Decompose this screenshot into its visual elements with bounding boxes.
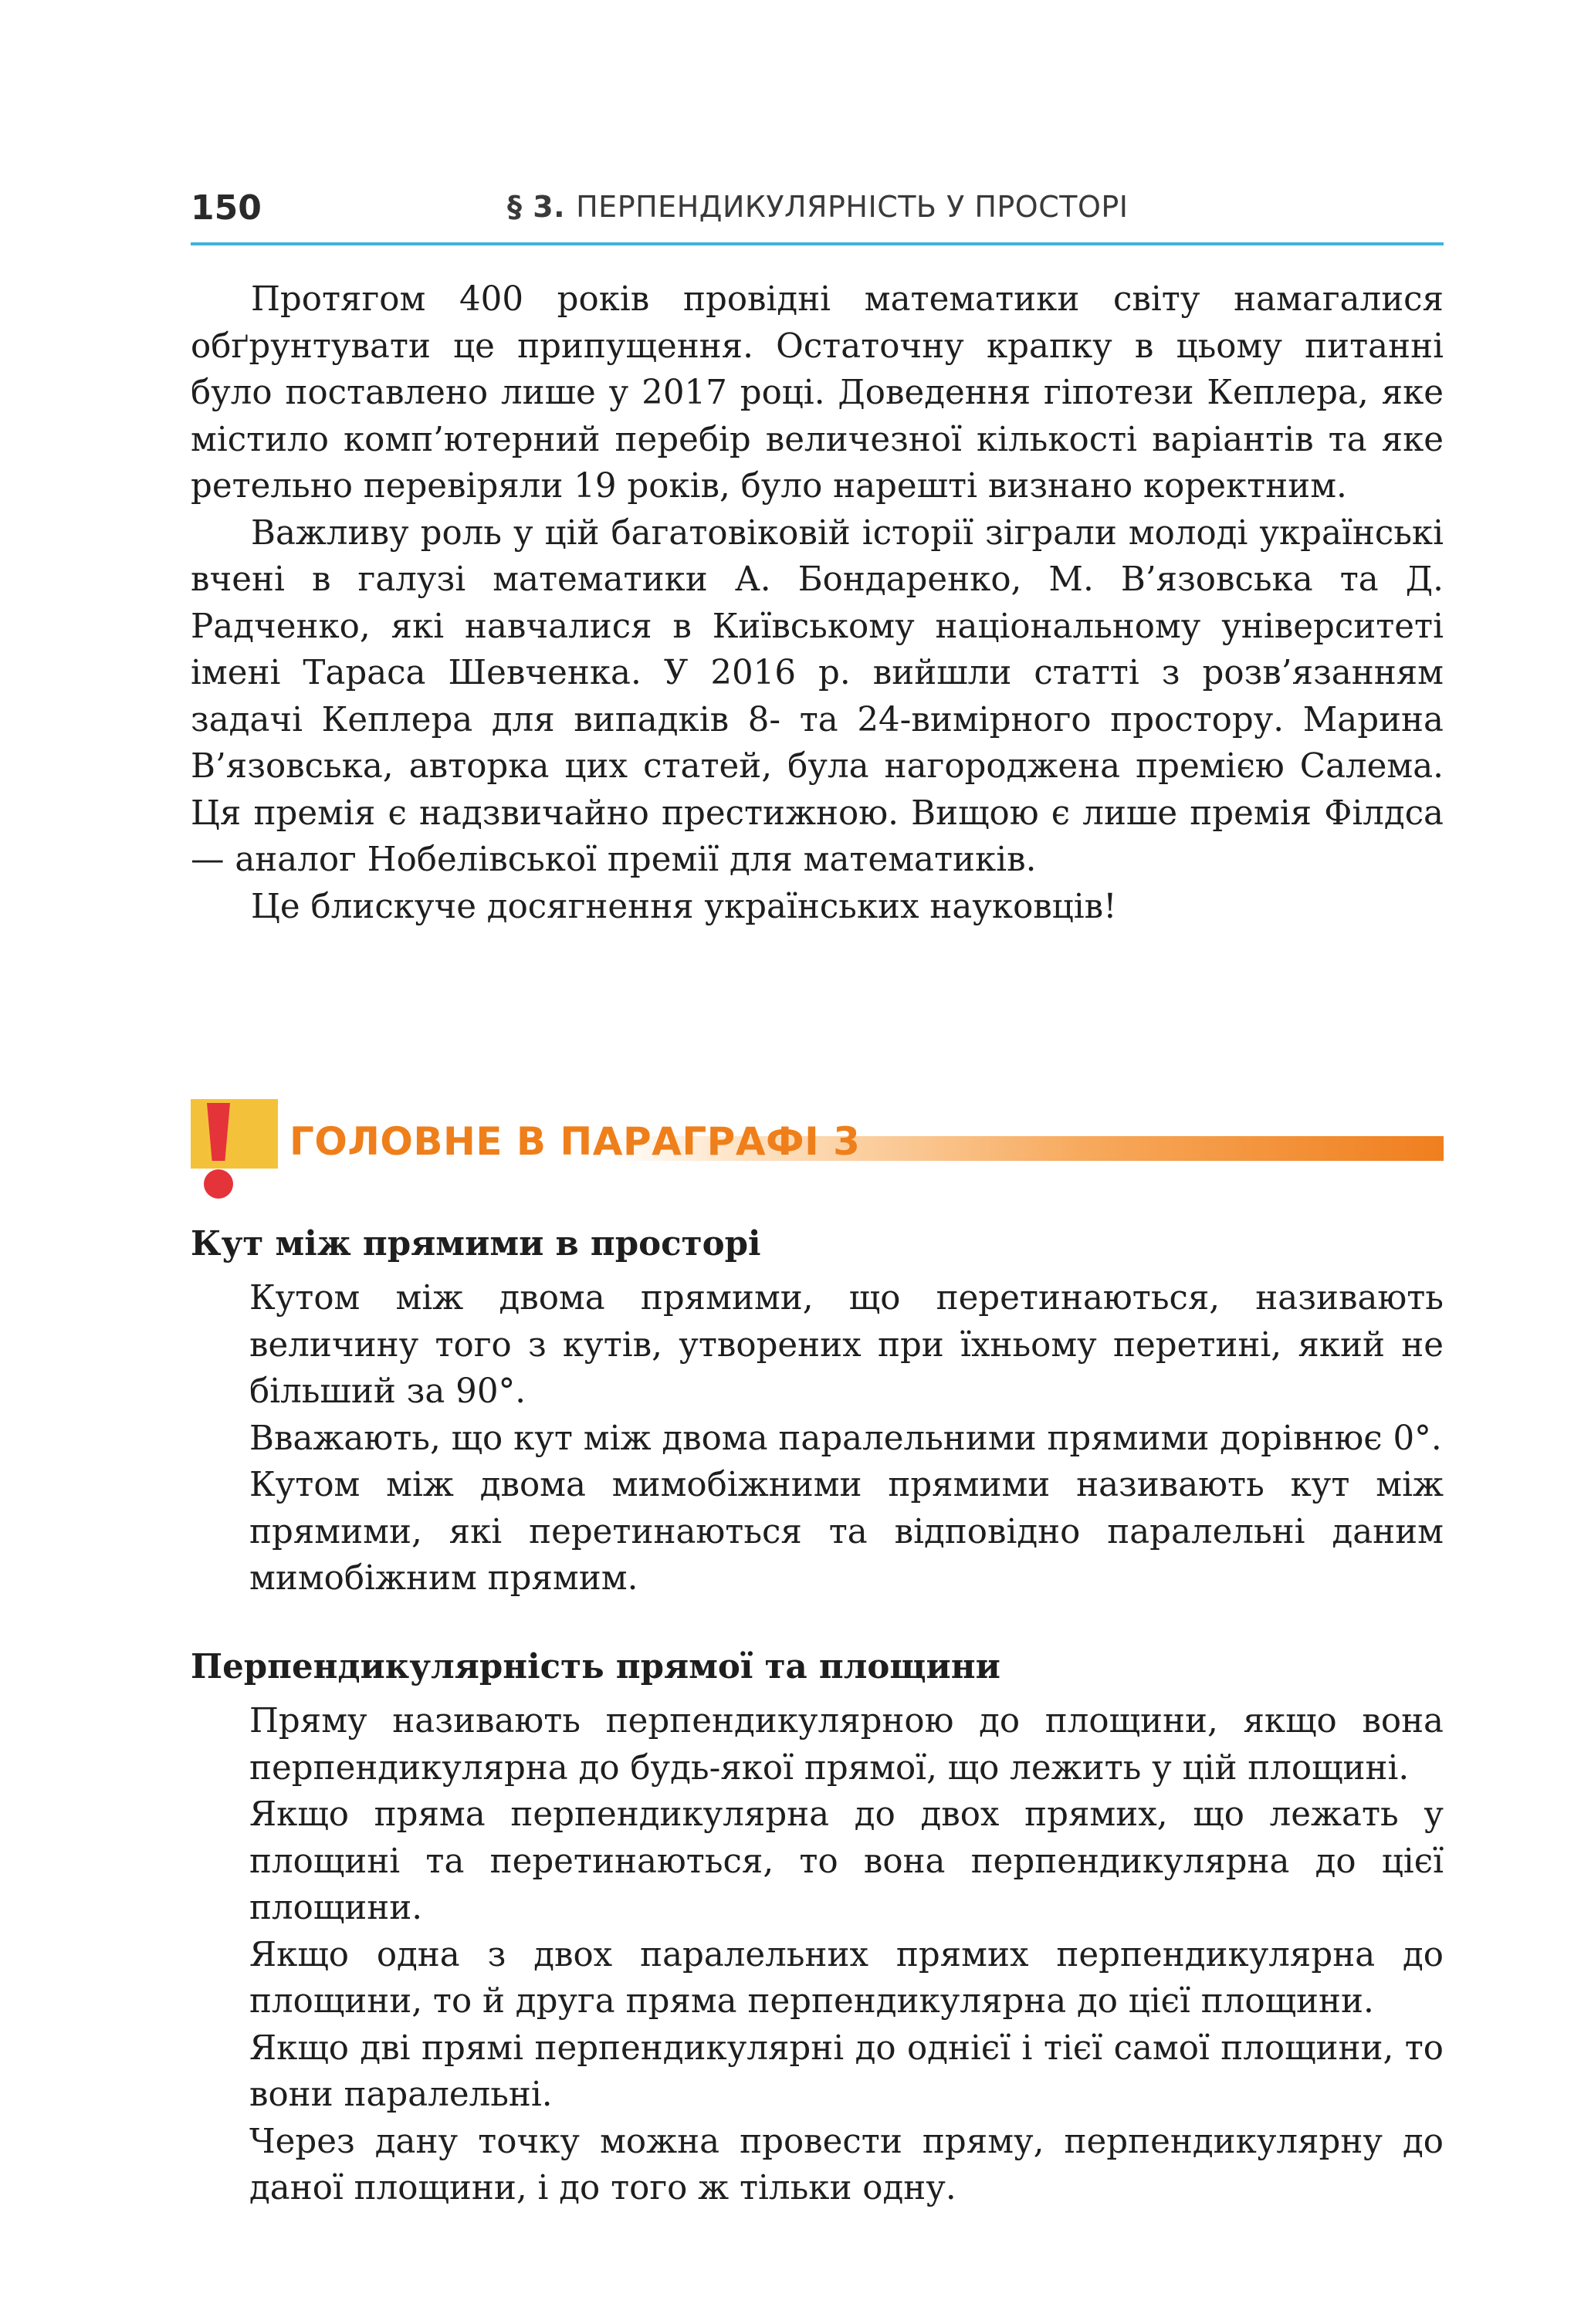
- statement: Пряму називають перпендикулярною до площини, якщо вона перпендикулярна до будь-якої прямої, що лежить у цій площині.: [249, 1702, 1444, 1788]
- paragraph: Це блискуче досягнення українських науковців!: [251, 887, 1117, 926]
- running-header: [191, 184, 1444, 245]
- statement: Якщо пряма перпендикулярна до двох прямих, що лежать у площині та перетинаються, то вона перпендикулярна до цієї площини.: [249, 1795, 1444, 1927]
- banner-square: [191, 1099, 278, 1169]
- statement: Якщо одна з двох паралельних прямих перпендикулярна до площини, то й друга пряма перпендикулярна до цієї площини.: [249, 1935, 1444, 2021]
- statement: Кутом між двома мимобіжними прямими називають кут між прямими, які перетинаються та відповідно паралельні даним мимобіжним прямим.: [249, 1466, 1444, 1598]
- subsection-body: [249, 1275, 1444, 1602]
- section-label: § 3.: [507, 190, 566, 224]
- subsection-heading: Перпендикулярність прямої та площини: [191, 1647, 1000, 1686]
- subsection-heading: Кут між прямими в просторі: [191, 1224, 761, 1263]
- paragraph: Протягом 400 років провідні математики світу намагалися обґрунтувати це припущення. Остаточну крапку в цьому питанні було поставлено лише у 2017 році. Доведення гіпотези Кеплера, яке містило комп’ютерний перебір величезної кількості варіантів та яке ретельно перевіряли 19 років, було нарешті визнано коректним.: [191, 280, 1444, 506]
- paragraph: Важливу роль у цій багатовіковій історії зіграли молоді українські вчені в галузі математики А. Бондаренко, М. В’язовська та Д. Радченко, які навчалися в Київському національному університеті імені Тараса Шевченка. У 2016 р. вийшли статті з розв’язанням задачі Кеплера для випадків 8- та 24-вимірного простору. Марина В’язовська, авторка цих статей, була нагороджена премією Салема. Ця премія є надзвичайно престижною. Вищою є лише премія Філдса — аналог Нобелівської премії для математиків.: [191, 513, 1444, 879]
- statement: Якщо дві прямі перпендикулярні до однієї і тієї самої площини, то вони паралельні.: [249, 2028, 1444, 2114]
- body-text: [191, 276, 1444, 930]
- page-number: 150: [191, 188, 262, 228]
- subsection-body: [249, 1698, 1444, 2212]
- running-head-title: [507, 190, 1129, 224]
- section-title: ПЕРПЕНДИКУЛЯРНІСТЬ У ПРОСТОРІ: [576, 190, 1129, 224]
- statement: Кутом між двома прямими, що перетинаються, називають величину того з кутів, утворених при їхньому перетині, який не більший за 90°.: [249, 1279, 1444, 1411]
- summary-banner: [191, 1099, 1444, 1199]
- summary-title: ГОЛОВНЕ В ПАРАГРАФІ 3: [289, 1119, 861, 1164]
- statement: Вважають, що кут між двома паралельними прямими дорівнює 0°.: [249, 1419, 1442, 1458]
- statement: Через дану точку можна провести пряму, перпендикулярну до даної площини, і до того ж тільки одну.: [249, 2122, 1444, 2207]
